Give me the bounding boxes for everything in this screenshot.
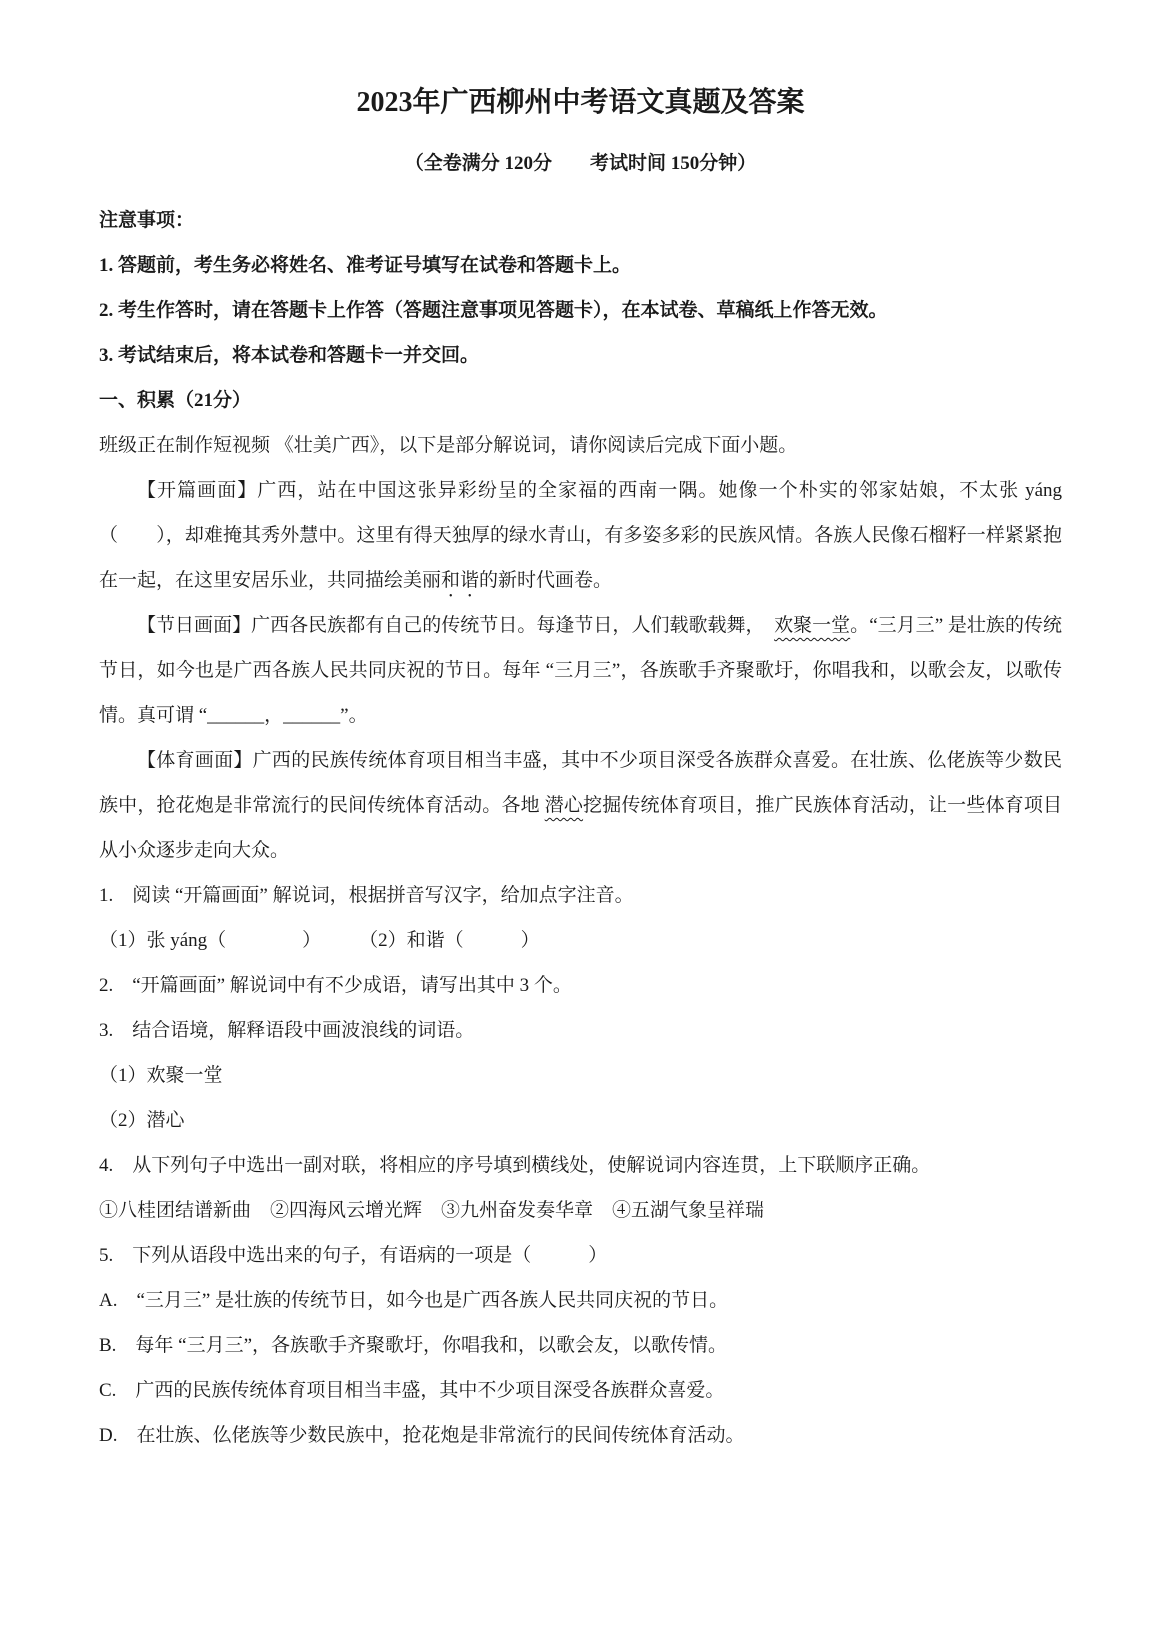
notices-heading: 注意事项： [99,210,195,231]
doc-title: 2023年广西柳州中考语文真题及答案 [356,87,805,118]
section-heading: 一、积累（21分） [99,390,252,411]
opening-text-pre: 【开篇画面】广西，站在中国这张异彩纷呈的全家福的西南一隅。她像一个朴实的邻家姑娘，不太张 yáng（ ），却难掩其秀外慧中。这里有得天独厚的绿水青山，有多姿多彩的民族风情。各族人民像石榴籽一样紧紧抱在一起，在这里安居乐业，共同描绘美丽 [99,480,1062,591]
festival-text-post: 。“三月三” 是壮族的传统节日，如今也是广西各族人民共同庆祝的节日。每年 “三月三”，各族歌手齐聚歌圩，你唱我和，以歌会友，以歌传情。真可谓 “______，______”。 [99,615,1062,726]
notice-item-2: 2. 考生作答时，请在答题卡上作答（答题注意事项见答题卡），在本试卷、草稿纸上作答无效。 [99,300,888,321]
question-4: 4. 从下列句子中选出一副对联，将相应的序号填到横线处，使解说词内容连贯，上下联顺序正确。 [99,1155,931,1176]
question-5: 5. 下列从语段中选出来的句子，有语病的一项是（ ） [99,1245,608,1266]
sports-text-pre: 【体育画面】广西的民族传统体育项目相当丰盛，其中不少项目深受各族群众喜爱。在壮族、仫佬族等少数民族中，抢花炮是非常流行的民间传统体育活动。各地 [99,750,1062,816]
question-5-option-a: A. “三月三” 是壮族的传统节日，如今也是广西各族人民共同庆祝的节日。 [99,1290,729,1311]
notice-item-3: 3. 考试结束后，将本试卷和答题卡一并交回。 [99,345,480,366]
question-3: 3. 结合语境，解释语段中画波浪线的词语。 [99,1020,475,1041]
wavy-word-qianxin: 潜心 [544,795,584,816]
wavy-word-huanju: 欢聚一堂 [774,615,851,636]
exam-meta: （全卷满分 120分 考试时间 150分钟） [404,153,757,174]
question-5-option-b: B. 每年 “三月三”，各族歌手齐聚歌圩，你唱我和，以歌会友，以歌传情。 [99,1335,728,1356]
passage-intro: 班级正在制作短视频 《壮美广西》，以下是部分解说词，请你阅读后完成下面小题。 [99,435,798,456]
dotted-word-hexie: 和谐 [441,570,480,591]
festival-text-pre: 【节日画面】广西各民族都有自己的传统节日。每逢节日，人们载歌载舞， [137,615,775,636]
question-5-option-d: D. 在壮族、仫佬族等少数民族中，抢花炮是非常流行的民间传统体育活动。 [99,1425,745,1446]
question-2: 2. “开篇画面” 解说词中有不少成语，请写出其中 3 个。 [99,975,572,996]
passage-sports [99,738,1062,873]
question-1-blanks: （1）张 yáng（ ） （2）和谐（ ） [99,930,540,951]
opening-text-post: 的新时代画卷。 [479,570,613,591]
question-4-options: ①八桂团结谱新曲 ②四海风云增光辉 ③九州奋发奏华章 ④五湖气象呈祥瑞 [99,1200,765,1221]
passage-opening [99,468,1062,603]
sports-text-post: 挖掘传统体育项目，推广民族体育活动，让一些体育项目从小众逐步走向大众。 [99,795,1062,861]
passage-festival [99,603,1062,738]
question-3-item-1: （1）欢聚一堂 [99,1065,223,1086]
question-3-item-2: （2）潜心 [99,1110,185,1131]
question-1: 1. 阅读 “开篇画面” 解说词，根据拼音写汉字，给加点字注音。 [99,885,634,906]
question-5-option-c: C. 广西的民族传统体育项目相当丰盛，其中不少项目深受各族群众喜爱。 [99,1380,725,1401]
notice-item-1: 1. 答题前，考生务必将姓名、准考证号填写在试卷和答题卡上。 [99,255,632,276]
